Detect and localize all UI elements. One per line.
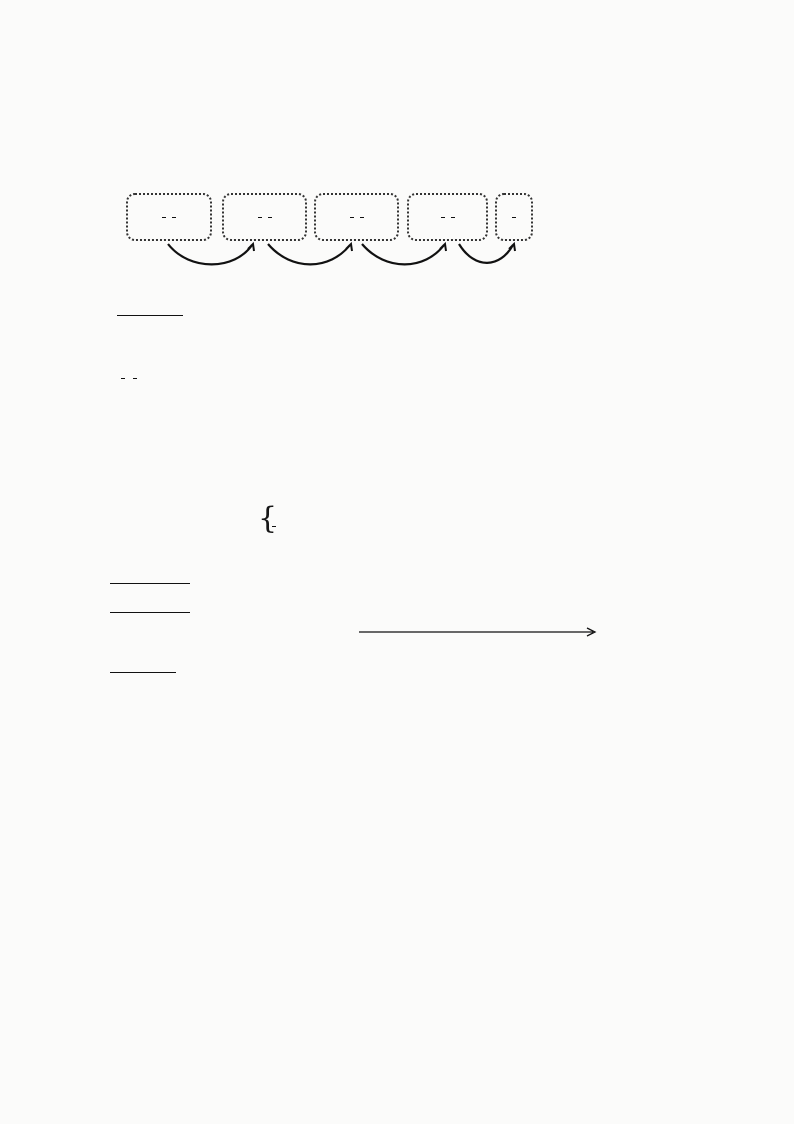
- q15-summary: [117, 298, 183, 316]
- system-brace: {: [258, 501, 278, 536]
- q17-step1: [110, 566, 190, 584]
- number-line: [355, 620, 605, 654]
- q17-step2: [110, 595, 190, 613]
- arrow-3: [362, 244, 444, 264]
- answer-blank-17-2[interactable]: [110, 598, 190, 613]
- arrow-4: [459, 244, 513, 263]
- arrow-1: [168, 244, 252, 264]
- answer-blank-17-4[interactable]: [110, 658, 176, 673]
- relay-arrows: [0, 0, 794, 300]
- arrow-2: [268, 244, 350, 264]
- answer-blank-15[interactable]: [117, 301, 183, 316]
- inequality-2: [269, 526, 276, 527]
- q16-part2: [117, 378, 137, 379]
- q17-step4: [110, 655, 176, 673]
- coordinate-grid: [455, 718, 670, 950]
- answer-blank-17-1[interactable]: [110, 569, 190, 584]
